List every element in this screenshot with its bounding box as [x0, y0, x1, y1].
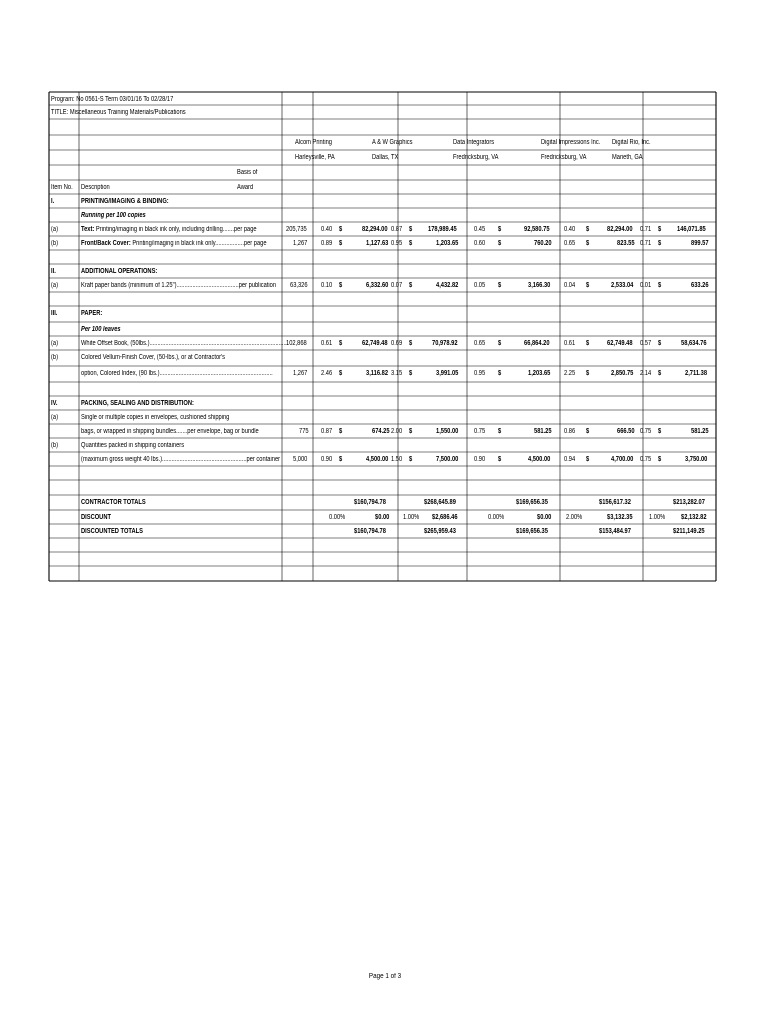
unit-price: 0.40 [321, 226, 333, 233]
extended-price: 92,580.75 [523, 226, 550, 233]
unit-price: 0.90 [321, 456, 333, 463]
section-number: I. [51, 198, 55, 205]
currency-sign: $ [658, 428, 662, 435]
item-label: (a) [51, 226, 59, 233]
unit-price: 0.40 [564, 226, 576, 233]
currency-sign: $ [409, 456, 413, 463]
unit-price: 0.61 [564, 340, 576, 347]
discount-percent: 0.00% [488, 514, 505, 521]
extended-price: 146,071.85 [676, 226, 706, 233]
currency-sign: $ [498, 370, 502, 377]
section-subtitle: Running per 100 copies [81, 212, 146, 219]
extended-price: 581.25 [690, 428, 709, 435]
extended-price: 82,294.00 [606, 226, 633, 233]
unit-price: 0.04 [564, 282, 576, 289]
currency-sign: $ [658, 370, 662, 377]
currency-sign: $ [586, 340, 590, 347]
item-description: Single or multiple copies in envelopes, cushioned shipping [81, 414, 230, 421]
item-description [81, 239, 267, 248]
basis-of-award: 775 [299, 428, 309, 435]
item-description-lead: Text: [81, 226, 95, 233]
extended-price: 82,294.00 [361, 226, 388, 233]
contractor-total: $169,656.35 [516, 499, 548, 506]
item-description: Kraft paper bands (minimum of 1.25").......................................per publication [81, 282, 277, 289]
extended-price: 66,864.20 [523, 340, 550, 347]
unit-price: 0.94 [564, 456, 576, 463]
contractor-totals-label: CONTRACTOR TOTALS [81, 499, 146, 506]
discount-amount: $0.00 [375, 514, 390, 521]
currency-sign: $ [658, 226, 662, 233]
currency-sign: $ [409, 226, 413, 233]
unit-price: 0.69 [391, 340, 403, 347]
section-title: PAPER: [81, 310, 103, 317]
item-label: (b) [51, 442, 59, 449]
extended-price: 3,166.30 [527, 282, 551, 289]
extended-price: 6,332.60 [365, 282, 389, 289]
extended-price: 62,749.48 [361, 340, 388, 347]
basis-of-award: 102,868 [285, 340, 307, 347]
item-label: (a) [51, 282, 59, 289]
currency-sign: $ [498, 428, 502, 435]
currency-sign: $ [339, 282, 343, 289]
currency-sign: $ [498, 456, 502, 463]
extended-price: 823.55 [616, 240, 635, 247]
contractor-total: $268,645.89 [424, 499, 456, 506]
extended-price: 70,978.92 [431, 340, 458, 347]
discounted-totals-label: DISCOUNTED TOTALS [81, 528, 143, 535]
discount-label: DISCOUNT [81, 514, 111, 521]
item-description: Colored Vellum-Finish Cover, (50-lbs.), or at Contractor's [81, 354, 226, 361]
unit-price: 0.45 [474, 226, 486, 233]
currency-sign: $ [339, 226, 343, 233]
currency-sign: $ [586, 226, 590, 233]
currency-sign: $ [339, 240, 343, 247]
unit-price: 3.15 [391, 370, 403, 377]
unit-price: 1.50 [391, 456, 403, 463]
extended-price: 4,700.00 [610, 456, 634, 463]
description-header: Description [81, 184, 110, 191]
unit-price: 0.75 [640, 456, 652, 463]
currency-sign: $ [658, 240, 662, 247]
vendor-name: Data Integrators [453, 139, 495, 146]
currency-sign: $ [586, 428, 590, 435]
discount-percent: 1.00% [403, 514, 420, 521]
unit-price: 0.57 [640, 340, 652, 347]
extended-price: 1,203.65 [527, 370, 551, 377]
discount-percent: 0.00% [329, 514, 346, 521]
extended-price: 674.25 [371, 428, 390, 435]
vendor-location: Harleysville, PA [295, 154, 335, 161]
section-number: II. [51, 268, 56, 275]
unit-price: 2.00 [391, 428, 403, 435]
extended-price: 1,127.63 [365, 240, 389, 247]
item-description-cont: option, Colored Index, (90 lbs.)....................................................................... [81, 370, 273, 377]
program-title: TITLE: Miscellaneous Training Materials/Publications [51, 109, 186, 116]
extended-price: 3,116.82 [366, 370, 389, 377]
item-description: White Offset Book, (50lbs.)....................................................................................... [81, 340, 289, 347]
page-number: Page 1 of 3 [368, 973, 402, 980]
item-no-header: Item No. [51, 184, 73, 191]
extended-price: 4,500.00 [365, 456, 389, 463]
vendor-location: Marieth, GA [612, 154, 643, 161]
extended-price: 2,533.04 [610, 282, 634, 289]
section-number: III. [51, 310, 58, 317]
item-description: Quantities packed in shipping containers [81, 442, 185, 449]
discounted-total: $211,149.25 [673, 528, 706, 535]
currency-sign: $ [658, 340, 662, 347]
basis-of-award: 5,000 [293, 456, 308, 463]
discounted-total: $160,794.78 [354, 528, 386, 535]
unit-price: 0.71 [640, 240, 652, 247]
currency-sign: $ [586, 456, 590, 463]
currency-sign: $ [339, 428, 343, 435]
basis-of-award: 1,267 [293, 370, 308, 377]
section-title: PRINTING/IMAGING & BINDING: [81, 198, 169, 205]
item-label: (b) [51, 354, 59, 361]
unit-price: 0.87 [391, 226, 403, 233]
item-description-lead: Front/Back Cover: [81, 240, 131, 247]
discounted-total: $153,484.97 [599, 528, 631, 535]
vendor-location: Fredricksburg, VA [541, 154, 587, 161]
extended-price: 1,203.65 [435, 240, 459, 247]
extended-price: 3,991.05 [435, 370, 459, 377]
unit-price: 0.60 [474, 240, 486, 247]
discounted-total: $265,959.43 [424, 528, 456, 535]
extended-price: 3,750.00 [684, 456, 708, 463]
extended-price: 633.26 [690, 282, 709, 289]
section-subtitle: Per 100 leaves [81, 326, 121, 333]
basis-of-award: 205,735 [285, 226, 307, 233]
item-description-text: Printing/imaging in black ink only, including drilling.......per page [94, 226, 257, 233]
section-number: IV. [51, 400, 58, 407]
extended-price: 899.57 [690, 240, 709, 247]
currency-sign: $ [498, 282, 502, 289]
currency-sign: $ [498, 240, 502, 247]
extended-price: 178,989.45 [427, 226, 457, 233]
currency-sign: $ [409, 340, 413, 347]
currency-sign: $ [409, 370, 413, 377]
unit-price: 0.75 [640, 428, 652, 435]
section-title: ADDITIONAL OPERATIONS: [81, 268, 158, 275]
extended-price: 4,432.82 [435, 282, 459, 289]
vendor-location: Fredricksburg, VA [453, 154, 499, 161]
program-term: Program: No 0561-S Term 03/01/16 To 02/28/17 [51, 96, 174, 103]
unit-price: 0.65 [564, 240, 576, 247]
item-description-cont: (maximum gross weight 40 lbs.).....................................................per container [81, 456, 281, 463]
unit-price: 0.07 [391, 282, 403, 289]
extended-price: 760.20 [533, 240, 552, 247]
vendor-name: Digital Impressions Inc. [541, 139, 601, 146]
vendor-name: A & W Graphics [372, 139, 413, 146]
unit-price: 0.75 [474, 428, 486, 435]
discounted-total: $169,656.35 [516, 528, 548, 535]
contractor-total: $156,617.32 [599, 499, 631, 506]
vendor-name: Digital Rio, Inc. [612, 139, 651, 146]
unit-price: 2.46 [321, 370, 333, 377]
discount-percent: 2.00% [566, 514, 583, 521]
item-description [81, 225, 257, 234]
unit-price: 0.87 [321, 428, 333, 435]
item-label: (b) [51, 240, 59, 247]
unit-price: 0.65 [474, 340, 486, 347]
contractor-total: $160,794.78 [354, 499, 386, 506]
discount-amount: $2,132.82 [680, 514, 707, 521]
unit-price: 0.01 [640, 282, 652, 289]
extended-price: 58,634.76 [680, 340, 707, 347]
discount-amount: $0.00 [537, 514, 552, 521]
unit-price: 0.61 [321, 340, 333, 347]
unit-price: 0.89 [321, 240, 333, 247]
currency-sign: $ [498, 226, 502, 233]
currency-sign: $ [339, 340, 343, 347]
discount-amount: $3,132.35 [606, 514, 633, 521]
currency-sign: $ [658, 456, 662, 463]
unit-price: 2.25 [564, 370, 576, 377]
unit-price: 2.14 [640, 370, 652, 377]
extended-price: 4,500.00 [527, 456, 551, 463]
extended-price: 2,711.38 [685, 370, 708, 377]
extended-price: 2,850.75 [610, 370, 634, 377]
discount-amount: $2,686.46 [431, 514, 458, 521]
currency-sign: $ [409, 428, 413, 435]
unit-price: 0.10 [321, 282, 333, 289]
currency-sign: $ [586, 240, 590, 247]
unit-price: 0.95 [474, 370, 486, 377]
currency-sign: $ [498, 340, 502, 347]
discount-percent: 1.00% [649, 514, 666, 521]
unit-price: 0.71 [640, 226, 652, 233]
item-label: (a) [51, 414, 59, 421]
item-description-cont: bags, or wrapped in shipping bundles.......per envelope, bag or bundle [81, 428, 259, 435]
unit-price: 0.05 [474, 282, 486, 289]
basis-of-award: 63,326 [289, 282, 308, 289]
vendor-location: Dallas, TX [372, 154, 399, 161]
item-label: (a) [51, 340, 59, 347]
unit-price: 0.86 [564, 428, 576, 435]
extended-price: 666.50 [616, 428, 635, 435]
basis-of-award: 1,267 [293, 240, 308, 247]
currency-sign: $ [658, 282, 662, 289]
vendor-name: Alcom Printing [295, 139, 333, 146]
currency-sign: $ [339, 370, 343, 377]
currency-sign: $ [586, 282, 590, 289]
section-title: PACKING, SEALING AND DISTRIBUTION: [81, 400, 194, 407]
extended-price: 1,550.00 [435, 428, 459, 435]
currency-sign: $ [409, 282, 413, 289]
unit-price: 0.95 [391, 240, 403, 247]
currency-sign: $ [409, 240, 413, 247]
extended-price: 62,749.48 [606, 340, 633, 347]
basis-header: Basis of [237, 169, 258, 176]
item-description-text: Printing/imaging in black ink only..................per page [130, 240, 267, 247]
unit-price: 0.90 [474, 456, 486, 463]
currency-sign: $ [586, 370, 590, 377]
currency-sign: $ [339, 456, 343, 463]
contractor-total: $213,282.07 [673, 499, 705, 506]
award-header: Award [237, 184, 254, 191]
extended-price: 7,500.00 [435, 456, 459, 463]
extended-price: 581.25 [533, 428, 552, 435]
